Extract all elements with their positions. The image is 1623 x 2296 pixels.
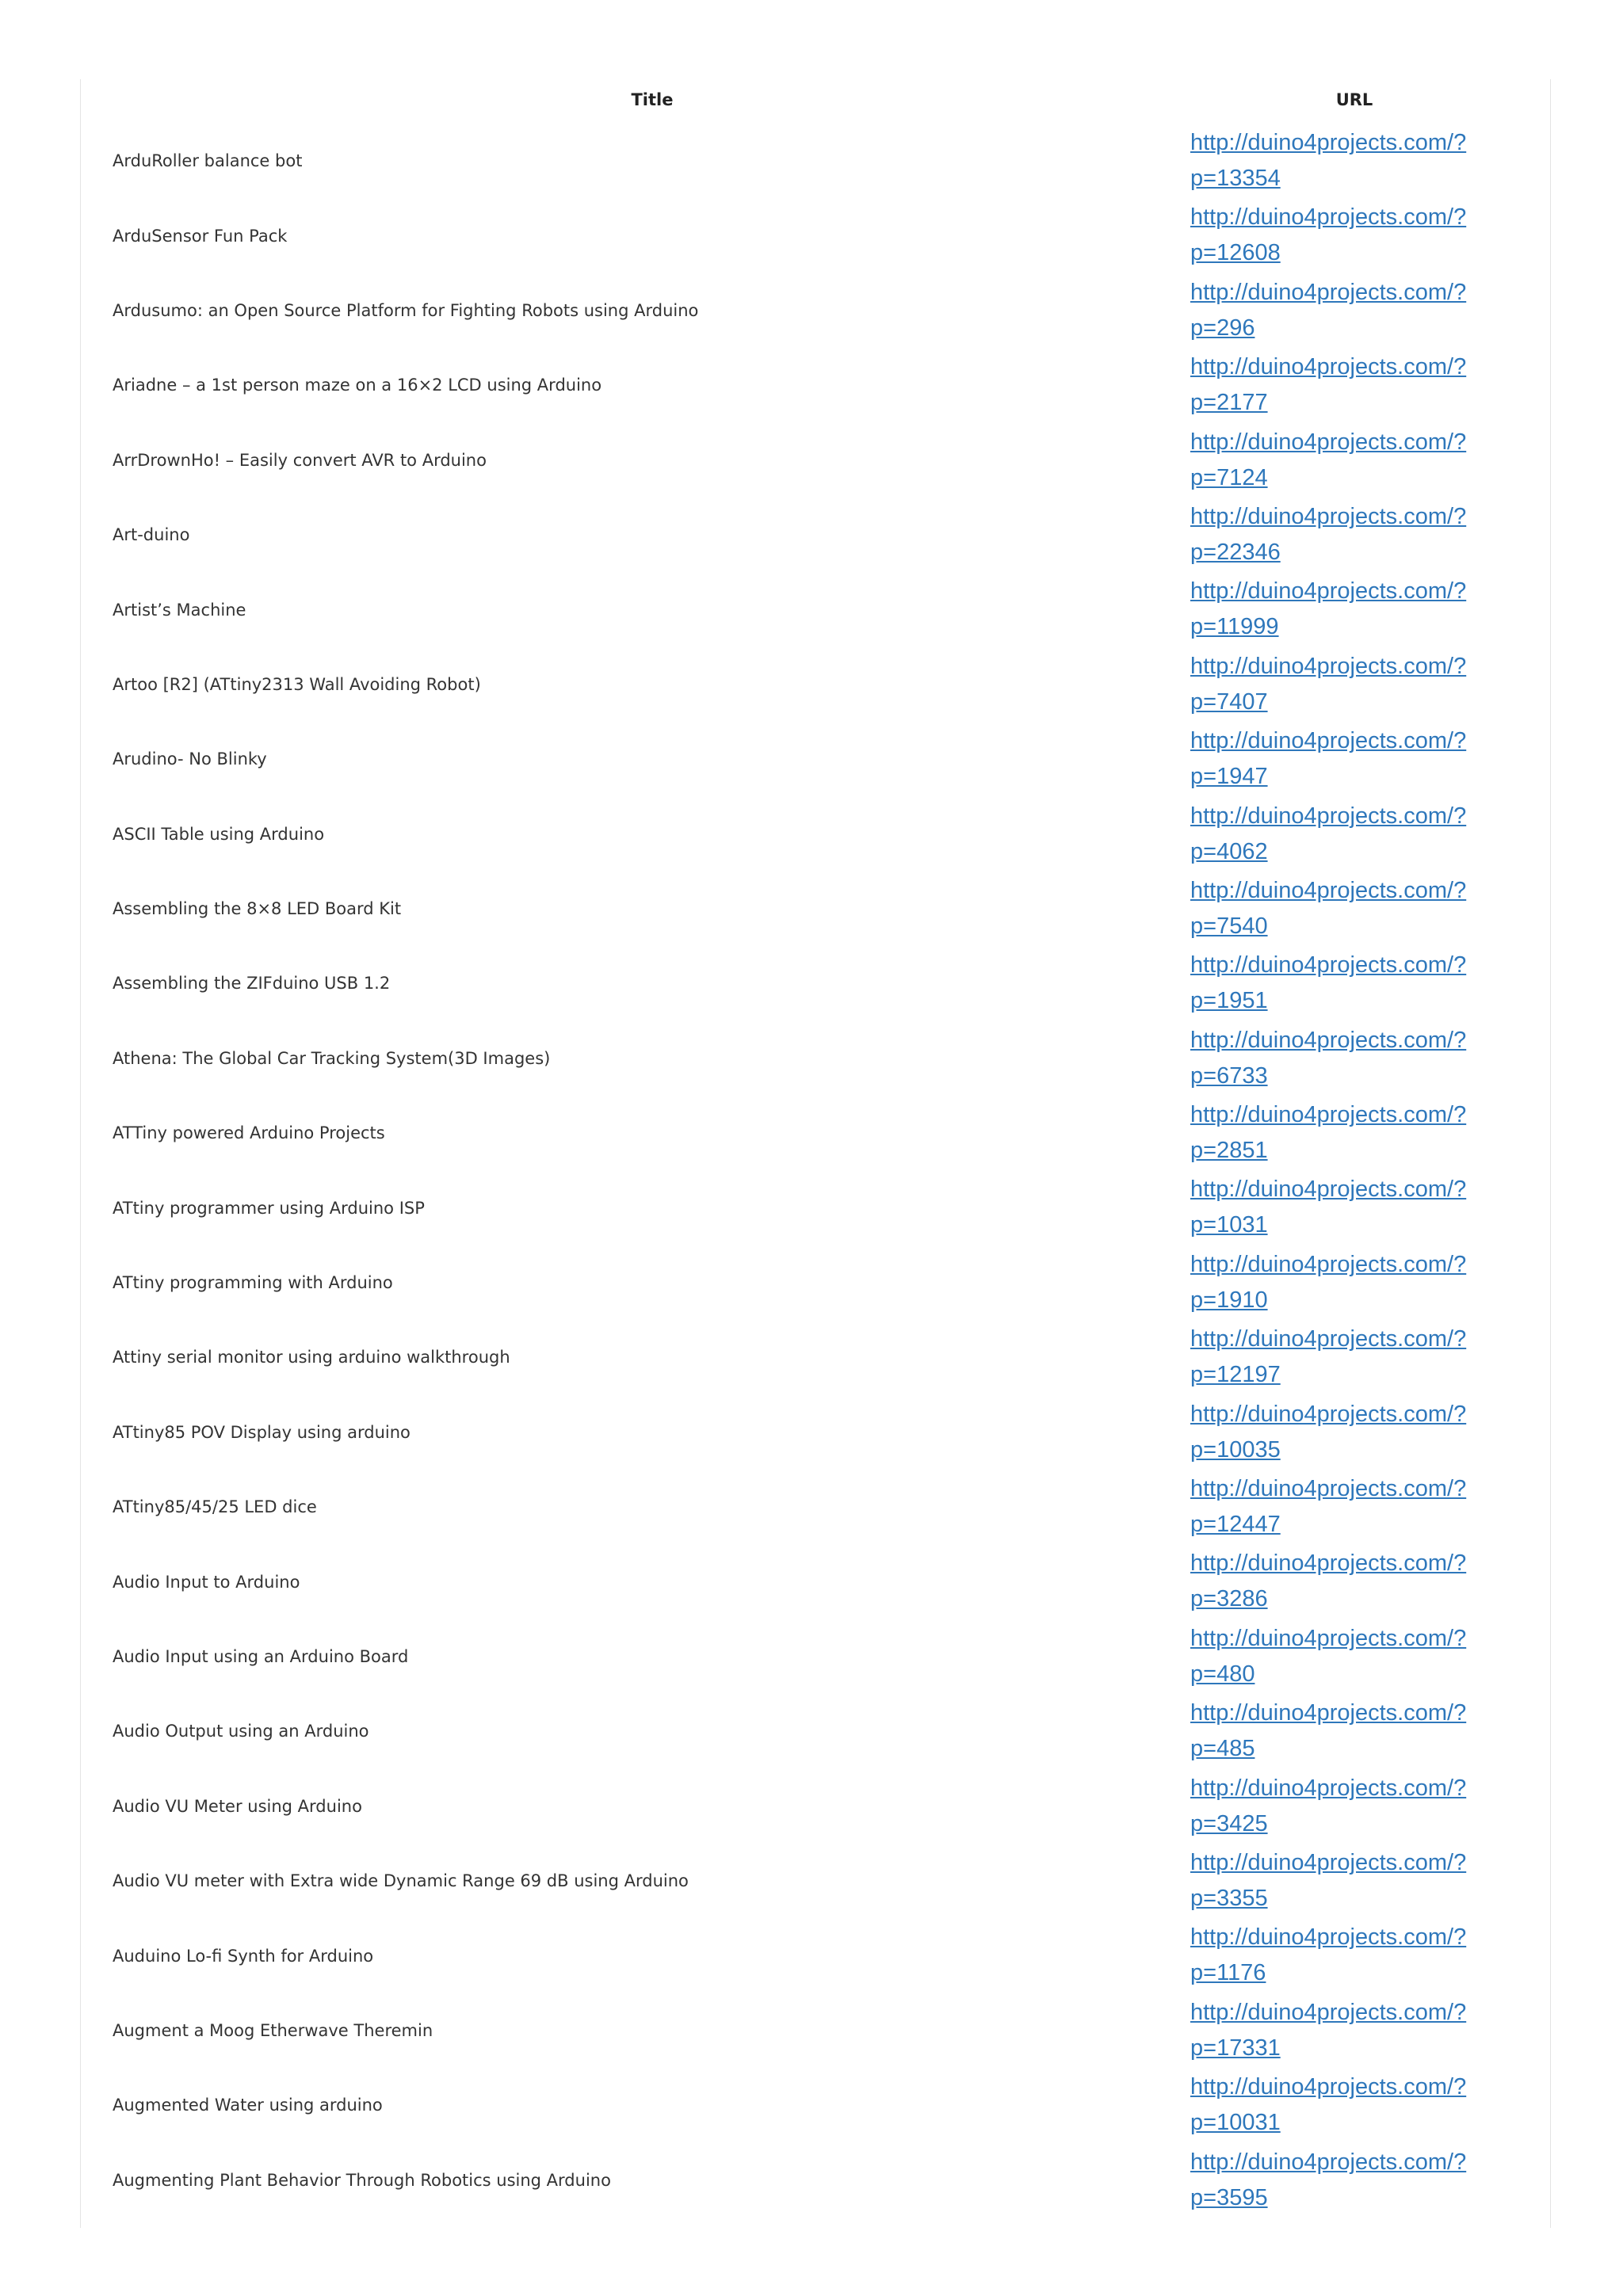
table-row (81, 124, 1550, 198)
row-url-link[interactable] (1190, 1023, 1523, 1094)
row-url-link[interactable] (1190, 499, 1523, 570)
table-row (81, 498, 1550, 572)
row-url-link[interactable] (1190, 873, 1523, 944)
table-row (81, 198, 1550, 273)
row-title: Augment a Moog Etherwave Theremin (113, 2020, 433, 2040)
row-url-line1: http://duino4projects.com/? (1190, 1251, 1467, 1277)
row-url-link[interactable] (1190, 1621, 1523, 1692)
row-url-line2: p=7407 (1190, 688, 1268, 715)
row-url-line2: p=12197 (1190, 1362, 1281, 1388)
row-title: ATtiny85/45/25 LED dice (113, 1497, 317, 1517)
row-url-line1: http://duino4projects.com/? (1190, 1177, 1467, 1203)
row-url-line2: p=10031 (1190, 2110, 1281, 2136)
row-title: Attiny serial monitor using arduino walkthrough (113, 1348, 510, 1367)
table-row (81, 1993, 1550, 2068)
row-title: Audio Input using an Arduino Board (113, 1647, 409, 1666)
row-title: Artoo [R2] (ATtiny2313 Wall Avoiding Robot) (113, 674, 481, 694)
row-url-link[interactable] (1190, 125, 1523, 196)
row-url-line1: http://duino4projects.com/? (1190, 2149, 1467, 2175)
row-url-line1: http://duino4projects.com/? (1190, 1027, 1467, 1053)
table-row (81, 423, 1550, 498)
row-url-link[interactable] (1190, 948, 1523, 1019)
row-title: ArduRoller balance bot (113, 151, 303, 171)
row-url-line1: http://duino4projects.com/? (1190, 1550, 1467, 1577)
table-row (81, 1170, 1550, 1245)
row-url-link[interactable] (1190, 799, 1523, 870)
row-title: ArrDrownHo! – Easily convert AVR to Arduino (113, 450, 487, 470)
table-row (81, 1395, 1550, 1470)
row-url-line1: http://duino4projects.com/? (1190, 1775, 1467, 1801)
page-table (80, 79, 1551, 2228)
row-title: Artist’s Machine (113, 600, 246, 620)
table-row (81, 1021, 1550, 1096)
row-url-line2: p=1031 (1190, 1212, 1268, 1238)
row-url-line1: http://duino4projects.com/? (1190, 130, 1467, 155)
table-row (81, 647, 1550, 722)
row-url-line1: http://duino4projects.com/? (1190, 1700, 1467, 1726)
row-url-line2: p=3595 (1190, 2184, 1268, 2210)
row-url-line1: http://duino4projects.com/? (1190, 429, 1467, 455)
row-url-line1: http://duino4projects.com/? (1190, 1102, 1467, 1128)
row-title: Art-duino (113, 525, 190, 545)
row-title: Ariadne – a 1st person maze on a 16×2 LCD using Arduino (113, 376, 602, 395)
row-url-line2: p=480 (1190, 1661, 1255, 1687)
row-title: Ardusumo: an Open Source Platform for Fighting Robots using Arduino (113, 300, 699, 320)
row-url-line1: http://duino4projects.com/? (1190, 1625, 1467, 1651)
table-row (81, 1470, 1550, 1544)
row-title: Audio Output using an Arduino (113, 1722, 369, 1741)
row-url-line1: http://duino4projects.com/? (1190, 1999, 1467, 2025)
row-url-line1: http://duino4projects.com/? (1190, 279, 1467, 305)
row-url-link[interactable] (1190, 1995, 1523, 2066)
row-url-line2: p=17331 (1190, 2035, 1281, 2061)
row-title: ATtiny programmer using Arduino ISP (113, 1198, 425, 1218)
row-url-line1: http://duino4projects.com/? (1190, 653, 1467, 679)
table-row (81, 946, 1550, 1020)
row-url-link[interactable] (1190, 1397, 1523, 1468)
row-url-line2: p=2851 (1190, 1138, 1268, 1164)
row-url-link[interactable] (1190, 200, 1523, 271)
row-url-line1: http://duino4projects.com/? (1190, 1924, 1467, 1951)
row-url-line2: p=1951 (1190, 988, 1268, 1014)
row-title: Arudino- No Blinky (113, 749, 267, 769)
row-url-link[interactable] (1190, 574, 1523, 645)
row-url-line1: http://duino4projects.com/? (1190, 803, 1467, 829)
table-row (81, 1694, 1550, 1768)
row-title: ASCII Table using Arduino (113, 824, 325, 844)
row-url-line1: http://duino4projects.com/? (1190, 1849, 1467, 1875)
row-url-line2: p=296 (1190, 315, 1255, 341)
table-row (81, 1544, 1550, 1619)
row-title: Audio VU meter with Extra wide Dynamic Range 69 dB using Arduino (113, 1871, 689, 1891)
row-url-link[interactable] (1190, 1097, 1523, 1169)
table-row (81, 1918, 1550, 1993)
row-url-line2: p=3425 (1190, 1810, 1268, 1836)
row-title: Audio VU Meter using Arduino (113, 1796, 362, 1816)
table-header (81, 79, 1550, 124)
row-url-link[interactable] (1190, 1247, 1523, 1318)
row-url-line1: http://duino4projects.com/? (1190, 354, 1467, 380)
row-url-link[interactable] (1190, 1546, 1523, 1617)
row-title: Audio Input to Arduino (113, 1572, 300, 1592)
row-url-line2: p=1910 (1190, 1287, 1268, 1313)
row-title: Assembling the 8×8 LED Board Kit (113, 899, 402, 919)
row-url-line2: p=10035 (1190, 1436, 1281, 1463)
row-url-link[interactable] (1190, 1695, 1523, 1767)
row-title: Auduino Lo-fi Synth for Arduino (113, 1946, 374, 1966)
row-url-line1: http://duino4projects.com/? (1190, 877, 1467, 903)
row-url-link[interactable] (1190, 2069, 1523, 2141)
row-title: Augmented Water using arduino (113, 2096, 383, 2115)
table-row (81, 1320, 1550, 1394)
row-url-link[interactable] (1190, 1172, 1523, 1243)
row-url-line1: http://duino4projects.com/? (1190, 952, 1467, 978)
table-row (81, 1245, 1550, 1320)
row-url-link[interactable] (1190, 1471, 1523, 1543)
row-url-line1: http://duino4projects.com/? (1190, 1401, 1467, 1427)
table-body (81, 124, 1550, 2218)
column-header-url: URL (1335, 90, 1373, 109)
row-url-line1: http://duino4projects.com/? (1190, 728, 1467, 754)
row-title: ArduSensor Fun Pack (113, 226, 288, 246)
row-url-line2: p=3286 (1190, 1586, 1268, 1612)
row-url-line2: p=11999 (1190, 614, 1279, 640)
table-row (81, 1096, 1550, 1170)
row-url-link[interactable] (1190, 2145, 1523, 2216)
table-row (81, 348, 1550, 422)
table-row (81, 797, 1550, 871)
row-title: Augmenting Plant Behavior Through Robotics using Arduino (113, 2170, 611, 2190)
row-url-line2: p=4062 (1190, 838, 1268, 864)
row-url-line1: http://duino4projects.com/? (1190, 578, 1467, 605)
row-url-line2: p=12447 (1190, 1512, 1281, 1538)
row-url-line2: p=22346 (1190, 539, 1281, 565)
row-url-line2: p=3355 (1190, 1885, 1268, 1911)
row-url-link[interactable] (1190, 275, 1523, 346)
row-url-line2: p=485 (1190, 1736, 1255, 1762)
row-url-line1: http://duino4projects.com/? (1190, 2074, 1467, 2100)
row-url-link[interactable] (1190, 723, 1523, 795)
row-url-line2: p=2177 (1190, 390, 1268, 416)
row-url-line1: http://duino4projects.com/? (1190, 503, 1467, 529)
row-url-link[interactable] (1190, 1771, 1523, 1842)
table-row (81, 1619, 1550, 1694)
table-row (81, 1769, 1550, 1844)
table-row (81, 2143, 1550, 2218)
row-title: ATTiny powered Arduino Projects (113, 1123, 385, 1143)
row-url-line2: p=13354 (1190, 166, 1281, 191)
row-url-link[interactable] (1190, 1845, 1523, 1917)
row-url-line2: p=1947 (1190, 764, 1268, 790)
column-header-title: Title (631, 90, 674, 109)
row-url-line2: p=6733 (1190, 1062, 1268, 1089)
table-row (81, 572, 1550, 646)
row-title: ATtiny85 POV Display using arduino (113, 1422, 411, 1442)
row-url-line2: p=1176 (1190, 1960, 1266, 1986)
table-row (81, 871, 1550, 946)
row-title: Assembling the ZIFduino USB 1.2 (113, 974, 391, 994)
row-url-line2: p=12608 (1190, 240, 1281, 266)
row-url-line2: p=7124 (1190, 464, 1268, 490)
row-url-link[interactable] (1190, 425, 1523, 496)
row-url-link[interactable] (1190, 349, 1523, 421)
row-url-line1: http://duino4projects.com/? (1190, 204, 1467, 231)
table-row (81, 722, 1550, 796)
row-title: ATtiny programming with Arduino (113, 1273, 393, 1293)
row-url-link[interactable] (1190, 1322, 1523, 1393)
row-url-link[interactable] (1190, 1920, 1523, 1991)
row-url-link[interactable] (1190, 649, 1523, 720)
table-row (81, 273, 1550, 348)
row-url-line1: http://duino4projects.com/? (1190, 1326, 1467, 1352)
row-url-line2: p=7540 (1190, 913, 1268, 939)
table-row (81, 2068, 1550, 2142)
row-title: Athena: The Global Car Tracking System(3D Images) (113, 1048, 551, 1068)
row-url-line1: http://duino4projects.com/? (1190, 1476, 1467, 1502)
table-row (81, 1844, 1550, 1918)
